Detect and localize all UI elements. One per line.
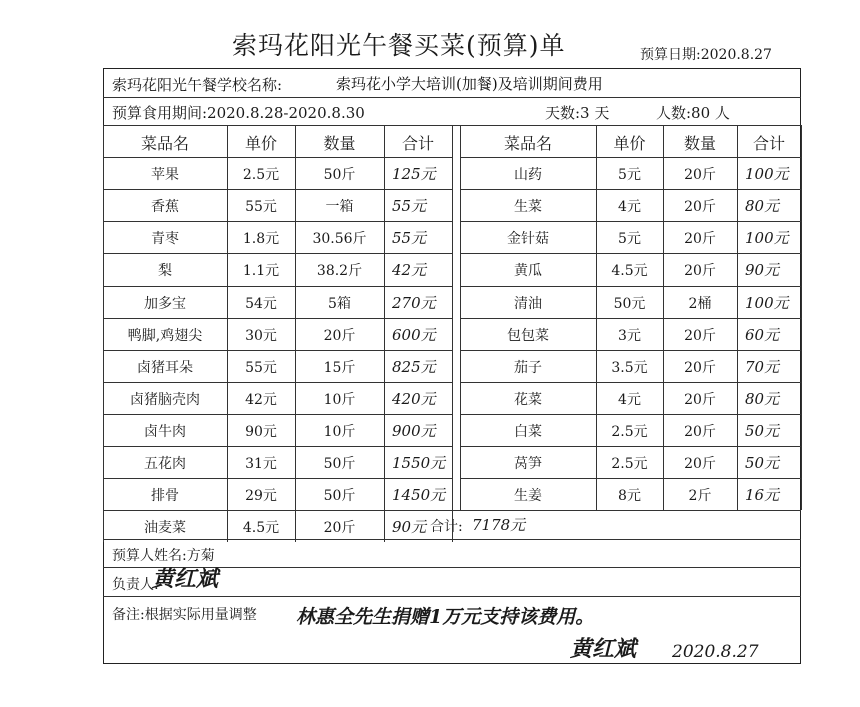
left-total-handwritten: 125元 (392, 165, 436, 184)
right-total-handwritten: 100元 (745, 165, 789, 184)
right-item-name: 包包菜 (507, 327, 549, 344)
left-item-name: 卤猪耳朵 (137, 359, 193, 376)
table-row-line (460, 157, 801, 158)
right-quantity: 2桶 (688, 295, 712, 312)
left-quantity: 5箱 (328, 295, 351, 312)
left-total-handwritten: 1450元 (392, 486, 446, 505)
right-total-handwritten: 60元 (745, 325, 780, 344)
right-unit-price: 2.5元 (611, 456, 648, 472)
row-divider (103, 596, 801, 597)
right-header-cell: 菜品名 (503, 134, 552, 153)
table-row-line (103, 189, 452, 190)
right-quantity: 20斤 (684, 359, 716, 376)
total-value: 7178元 (472, 516, 526, 534)
right-unit-price: 4元 (618, 199, 641, 216)
right-unit-price: 5元 (618, 167, 641, 184)
table-row-line (460, 189, 801, 190)
table-row-line (460, 221, 801, 222)
left-header-cell: 数量 (323, 134, 356, 153)
table-row-line (103, 414, 452, 415)
table-row-line (460, 286, 801, 287)
left-unit-price: 2.5元 (242, 167, 280, 184)
left-header-cell: 单价 (244, 134, 277, 153)
left-total-handwritten: 420元 (392, 389, 436, 408)
left-quantity: 50斤 (323, 488, 356, 505)
left-quantity: 50斤 (323, 167, 356, 184)
budget-date: 预算日期:2020.8.27 (640, 47, 772, 63)
table-row-line (460, 350, 801, 351)
left-unit-price: 55元 (245, 359, 277, 376)
left-total-handwritten: 55元 (392, 197, 427, 216)
left-item-name: 苹果 (151, 167, 179, 184)
left-unit-price: 1.8元 (242, 231, 280, 248)
period-label: 预算食用期间:2020.8.28-2020.8.30 (112, 104, 365, 122)
left-total-handwritten: 90元 (392, 518, 427, 537)
left-unit-price: 31元 (245, 456, 277, 472)
right-item-name: 清油 (514, 295, 542, 312)
table-row-line (460, 382, 801, 383)
left-quantity: 50斤 (323, 456, 356, 472)
right-quantity: 20斤 (684, 231, 716, 248)
right-item-name: 白菜 (514, 423, 542, 440)
row-divider (103, 97, 801, 98)
right-quantity: 20斤 (684, 167, 716, 184)
remarks-label: 备注:根据实际用量调整 (112, 607, 257, 623)
right-total-handwritten: 100元 (745, 293, 789, 312)
table-row-line (103, 510, 452, 511)
right-quantity: 20斤 (684, 391, 716, 408)
table-row-line (460, 318, 801, 319)
document-title: 索玛花阳光午餐买菜(预算)单 (232, 31, 566, 60)
right-unit-price: 5元 (618, 231, 641, 248)
right-total-handwritten: 50元 (745, 421, 780, 440)
right-total-handwritten: 16元 (745, 486, 780, 505)
left-total-handwritten: 55元 (392, 229, 427, 248)
total-label: 合计: (430, 519, 463, 535)
right-total-handwritten: 100元 (745, 229, 789, 248)
table-row-line (103, 446, 452, 447)
left-quantity: 38.2斤 (316, 263, 363, 280)
left-unit-price: 54元 (245, 295, 277, 312)
left-quantity: 20斤 (323, 520, 356, 537)
right-item-name: 莴笋 (514, 456, 542, 472)
left-total-handwritten: 825元 (392, 357, 436, 376)
right-item-name: 生姜 (514, 488, 542, 505)
left-quantity: 30.56斤 (312, 231, 367, 248)
right-unit-price: 3.5元 (611, 359, 648, 376)
left-total-handwritten: 600元 (392, 325, 436, 344)
right-quantity: 20斤 (684, 423, 716, 440)
right-quantity: 20斤 (684, 456, 716, 472)
left-total-handwritten: 42元 (392, 261, 427, 280)
right-quantity: 20斤 (684, 263, 716, 280)
school-label: 索玛花阳光午餐学校名称: (112, 76, 283, 94)
right-unit-price: 3元 (618, 327, 641, 344)
right-header-cell: 合计 (752, 134, 785, 153)
left-item-name: 排骨 (151, 488, 179, 505)
left-item-name: 梨 (158, 263, 172, 280)
table-row-line (460, 478, 801, 479)
left-total-handwritten: 1550元 (392, 454, 446, 472)
table-row-line (103, 350, 452, 351)
left-quantity: 20斤 (323, 327, 356, 344)
right-header-cell: 单价 (613, 134, 646, 153)
left-item-name: 加多宝 (144, 295, 186, 312)
right-total-handwritten: 70元 (745, 357, 780, 376)
right-unit-price: 8元 (618, 488, 641, 505)
school-name: 索玛花小学大培训(加餐)及培训期间费用 (336, 75, 603, 93)
right-total-handwritten: 90元 (745, 261, 780, 280)
right-unit-price: 4.5元 (611, 263, 648, 280)
right-total-handwritten: 80元 (745, 197, 780, 216)
column-divider (801, 125, 802, 510)
left-item-name: 卤猪脑壳肉 (130, 391, 200, 408)
left-unit-price: 1.1元 (242, 263, 280, 280)
right-quantity: 20斤 (684, 327, 716, 344)
right-item-name: 生菜 (514, 199, 542, 216)
people-label: 人数:80 人 (656, 104, 730, 122)
column-divider (384, 125, 385, 542)
left-header-cell: 合计 (401, 134, 434, 153)
left-total-handwritten: 270元 (392, 293, 436, 312)
right-unit-price: 4元 (618, 391, 641, 408)
table-row-line (103, 478, 452, 479)
table-row-line (460, 446, 801, 447)
left-item-name: 五花肉 (144, 456, 186, 472)
right-quantity: 2斤 (688, 488, 712, 505)
responsible-signature: 黄红斌 (152, 566, 219, 592)
left-item-name: 青枣 (151, 231, 179, 248)
table-row-line (103, 382, 452, 383)
remarks-handwritten: 林惠全先生捐赠1万元支持该费用。 (296, 606, 595, 628)
left-header-cell: 菜品名 (140, 134, 189, 153)
responsible-label: 负责人: (112, 577, 159, 593)
left-quantity: 10斤 (323, 423, 356, 440)
right-total-handwritten: 50元 (745, 454, 780, 472)
table-row-line (460, 414, 801, 415)
table-row-line (460, 253, 801, 254)
right-total-handwritten: 80元 (745, 389, 780, 408)
table-row-line (103, 286, 452, 287)
table-row-line (103, 318, 452, 319)
left-quantity: 一箱 (325, 199, 354, 216)
right-quantity: 20斤 (684, 199, 716, 216)
right-unit-price: 2.5元 (611, 423, 648, 440)
left-unit-price: 4.5元 (242, 520, 280, 537)
left-total-handwritten: 900元 (392, 421, 436, 440)
days-label: 天数:3 天 (545, 104, 610, 122)
right-item-name: 山药 (514, 167, 542, 184)
left-item-name: 香蕉 (151, 199, 179, 216)
footer-date: 2020.8.27 (672, 642, 759, 662)
left-quantity: 15斤 (323, 359, 356, 376)
table-row-line (103, 253, 452, 254)
left-unit-price: 29元 (245, 488, 277, 505)
left-item-name: 卤牛肉 (144, 423, 186, 440)
right-item-name: 花菜 (514, 391, 542, 408)
left-unit-price: 55元 (245, 199, 277, 216)
column-divider (452, 125, 453, 542)
left-unit-price: 42元 (245, 391, 277, 408)
right-item-name: 茄子 (514, 359, 542, 376)
left-item-name: 油麦菜 (144, 520, 186, 537)
footer-signature: 黄红斌 (570, 636, 637, 662)
right-item-name: 黄瓜 (514, 263, 542, 280)
preparer-label: 预算人姓名:方菊 (112, 548, 215, 564)
right-header-cell: 数量 (683, 134, 716, 153)
left-unit-price: 90元 (245, 423, 277, 440)
right-item-name: 金针菇 (507, 231, 549, 248)
left-unit-price: 30元 (245, 327, 277, 344)
left-quantity: 10斤 (323, 391, 356, 408)
left-item-name: 鸭脚,鸡翅尖 (127, 327, 203, 344)
table-row-line (103, 157, 452, 158)
right-unit-price: 50元 (613, 295, 646, 312)
table-row-line (103, 221, 452, 222)
